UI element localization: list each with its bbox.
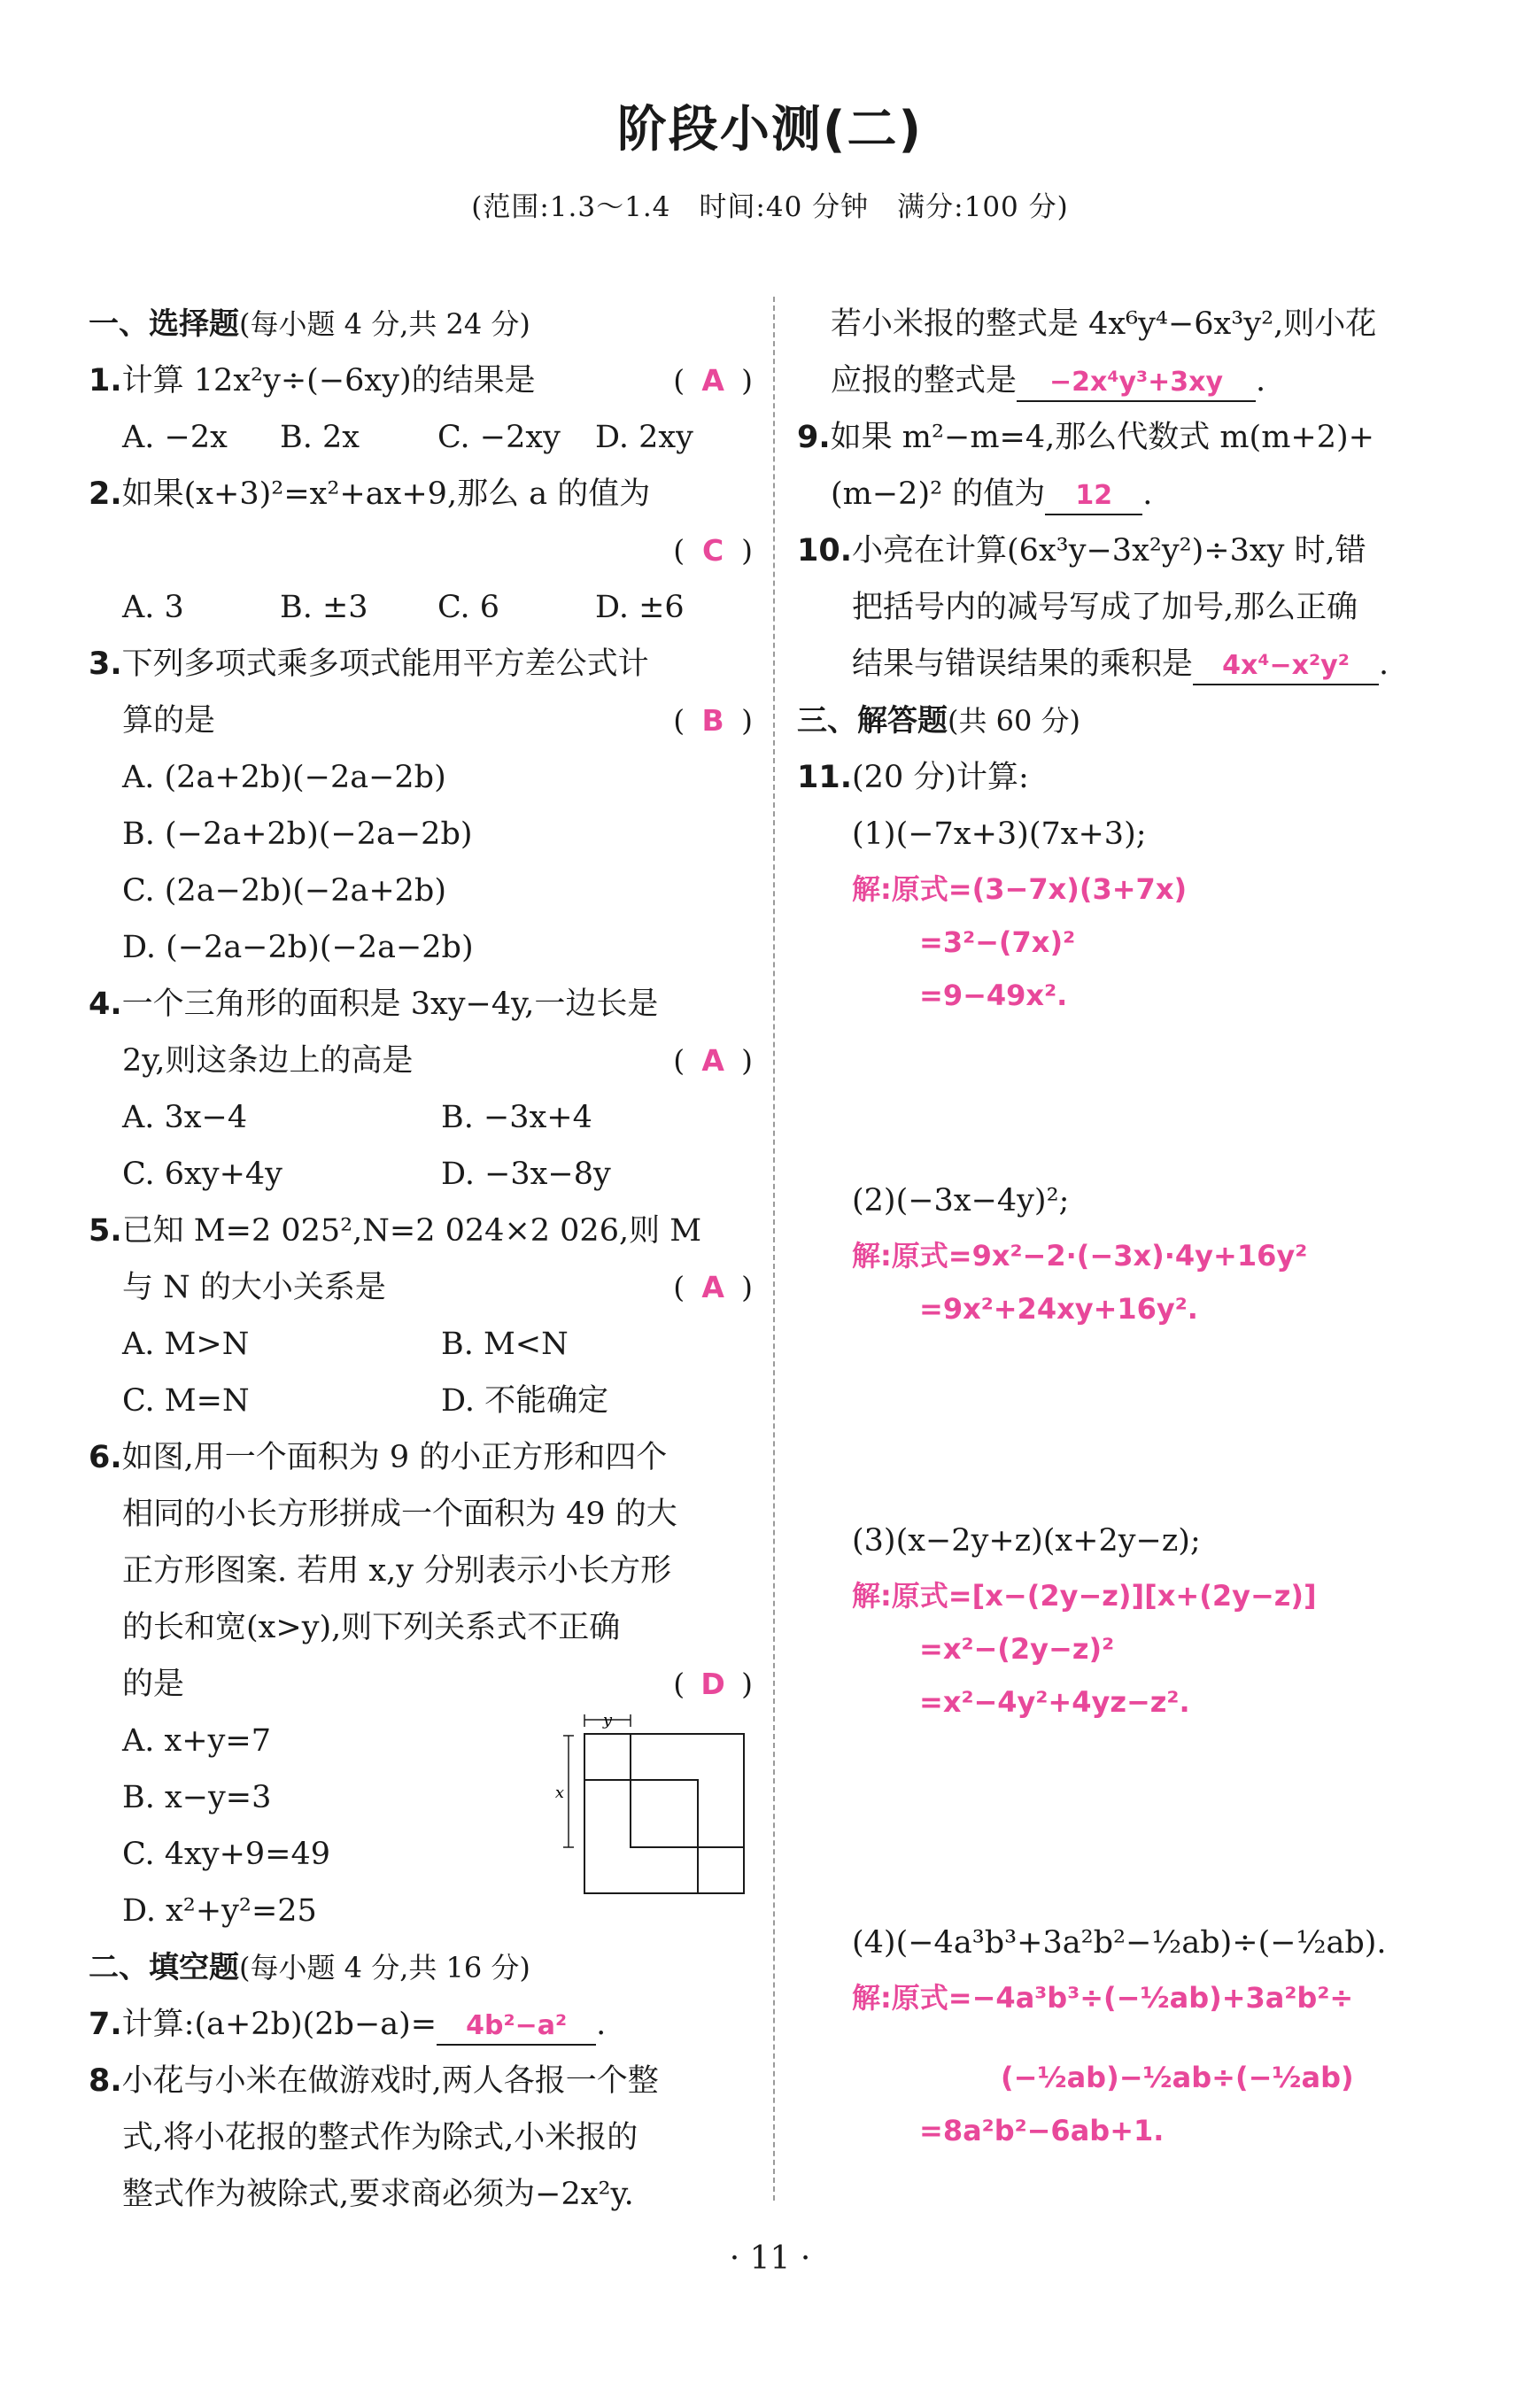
part-1-solution-line2: =3²−(7x)² (919, 925, 1076, 959)
question-8: 8.小花与小米在做游戏时,两人各报一个整 (89, 2063, 659, 2099)
option-c: C. 4xy+9=49 (122, 1837, 331, 1872)
part-4-solution-line3: =8a²b²−6ab+1. (919, 2114, 1165, 2147)
question-11: 11.(20 分)计算: (797, 760, 1029, 795)
square-tiling-figure (576, 1707, 753, 1902)
answer-bracket: ( A ) (673, 352, 753, 409)
option-a: A. (2a+2b)(−2a−2b) (122, 760, 446, 795)
part-2-solution-line2: =9x²+24xy+16y². (919, 1292, 1198, 1326)
part-1-solution-line1: 解:原式=(3−7x)(3+7x) (852, 872, 1188, 906)
page-title: 阶段小测(二) (616, 101, 924, 159)
answer-bracket: ( A ) (673, 1259, 753, 1316)
part-3-solution-line3: =x²−4y²+4yz−z². (919, 1685, 1190, 1719)
part-1-solution-line3: =9−49x². (919, 979, 1068, 1012)
question-6-line2: 相同的小长方形拼成一个面积为 49 的大 (122, 1497, 677, 1532)
question-6: 6.如图,用一个面积为 9 的小正方形和四个 (89, 1440, 668, 1475)
option-c: C. (2a−2b)(−2a+2b) (122, 873, 446, 909)
part-3-solution-line2: =x²−(2y−z)² (919, 1632, 1115, 1666)
answer-blank: 4x⁴−x²y² (1193, 648, 1379, 685)
question-1: 1.计算 12x²y÷(−6xy)的结果是 ( A ) (89, 352, 753, 409)
question-8-line2: 式,将小花报的整式作为除式,小米报的 (122, 2120, 638, 2155)
question-6-line4: 的长和宽(x>y),则下列关系式不正确 (122, 1610, 621, 1645)
answer-bracket: ( B ) (673, 692, 753, 749)
part-2-question: (2)(−3x−4y)²; (852, 1183, 1070, 1219)
column-divider (773, 297, 775, 2201)
option-b: B. (−2a+2b)(−2a−2b) (122, 816, 473, 852)
y-label: y (602, 1711, 613, 1729)
answer-choice: D (700, 1667, 725, 1701)
answer-bracket: ( A ) (673, 1033, 753, 1089)
left-column (89, 296, 753, 2223)
question-2-answer-row (89, 522, 753, 579)
answer-choice: A (701, 363, 724, 398)
question-5: 5.已知 M=2 025²,N=2 024×2 026,则 M (89, 1213, 702, 1249)
question-1-options: A. −2x B. 2x C. −2xy D. 2xy (122, 420, 693, 455)
question-8-line3: 整式作为被除式,要求商必须为−2x²y. (122, 2177, 634, 2212)
option-a: A. x+y=7 (122, 1723, 271, 1759)
part-1-question: (1)(−7x+3)(7x+3); (852, 816, 1147, 852)
section-solve-heading: 三、解答题(共 60 分) (797, 703, 1081, 739)
question-4-options-cd: C. 6xy+4y D. −3x−8y (122, 1157, 611, 1192)
answer-choice: A (701, 1270, 724, 1304)
question-3: 3.下列多项式乘多项式能用平方差公式计 (89, 646, 649, 682)
question-6-line5: 的是 ( D ) (89, 1656, 753, 1713)
question-8-line4: 若小米报的整式是 4x⁶y⁴−6x³y²,则小花 (831, 306, 1377, 342)
answer-blank: −2x⁴y³+3xy (1017, 365, 1256, 402)
question-10: 10.小亮在计算(6x³y−3x²y²)÷3xy 时,错 (797, 533, 1366, 569)
right-column (797, 296, 1470, 2157)
option-b: B. x−y=3 (122, 1780, 272, 1815)
question-5-options-cd: C. M=N D. 不能确定 (122, 1383, 609, 1419)
question-2: 2.如果(x+3)²=x²+ax+9,那么 a 的值为 (89, 476, 651, 512)
option-d: D. (−2a−2b)(−2a−2b) (122, 930, 474, 965)
answer-bracket: ( D ) (673, 1656, 753, 1713)
question-5-options-ab: A. M>N B. M<N (122, 1327, 569, 1362)
question-9-cont: (m−2)² 的值为 12 . (797, 466, 1470, 522)
part-4-solution-line2: (−½ab)−½ab÷(−½ab) (1001, 2061, 1354, 2094)
section-fill-heading: 二、填空题(每小题 4 分,共 16 分) (89, 1950, 530, 1985)
answer-choice: A (701, 1043, 724, 1078)
question-4-cont: 2y,则这条边上的高是 ( A ) (89, 1033, 753, 1089)
page-number: · 11 · (729, 2240, 811, 2277)
question-6-line3: 正方形图案. 若用 x,y 分别表示小长方形 (122, 1553, 672, 1589)
part-3-question: (3)(x−2y+z)(x+2y−z); (852, 1523, 1201, 1559)
question-2-options: A. 3 B. ±3 C. 6 D. ±6 (122, 590, 685, 625)
x-label: x (554, 1783, 565, 1802)
question-7: 7.计算:(a+2b)(2b−a)= 4b²−a² . (89, 1996, 753, 2053)
part-2-solution-line1: 解:原式=9x²−2·(−3x)·4y+16y² (852, 1239, 1308, 1273)
answer-blank: 12 (1045, 478, 1142, 515)
x-dimension-figure (554, 1734, 581, 1849)
answer-choice: B (701, 703, 724, 738)
question-4-options-ab: A. 3x−4 B. −3x+4 (122, 1100, 592, 1135)
answer-blank: 4b²−a² (437, 2008, 596, 2046)
part-4-question: (4)(−4a³b³+3a²b²−½ab)÷(−½ab). (852, 1925, 1387, 1961)
question-10-line3: 结果与错误结果的乘积是 4x⁴−x²y² . (797, 636, 1470, 692)
question-8-line5: 应报的整式是 −2x⁴y³+3xy . (797, 352, 1470, 409)
part-3-solution-line1: 解:原式=[x−(2y−z)][x+(2y−z)] (852, 1579, 1317, 1613)
question-5-cont: 与 N 的大小关系是 ( A ) (89, 1259, 753, 1316)
question-4: 4.一个三角形的面积是 3xy−4y,一边长是 (89, 986, 659, 1022)
question-3-cont: 算的是 ( B ) (89, 692, 753, 749)
small-square (631, 1780, 698, 1847)
answer-choice: C (702, 533, 724, 568)
answer-bracket: ( C ) (673, 522, 753, 579)
section-choice-heading: 一、选择题(每小题 4 分,共 24 分) (89, 306, 530, 342)
big-square (584, 1734, 744, 1893)
test-meta: (范围:1.3～1.4 时间:40 分钟 满分:100 分) (471, 191, 1069, 223)
question-9: 9.如果 m²−m=4,那么代数式 m(m+2)+ (797, 420, 1374, 455)
question-10-line2: 把括号内的减号写成了加号,那么正确 (852, 590, 1358, 625)
part-4-solution-line1: 解:原式=−4a³b³÷(−½ab)+3a²b²÷ (852, 1981, 1354, 2015)
option-d: D. x²+y²=25 (122, 1893, 317, 1929)
